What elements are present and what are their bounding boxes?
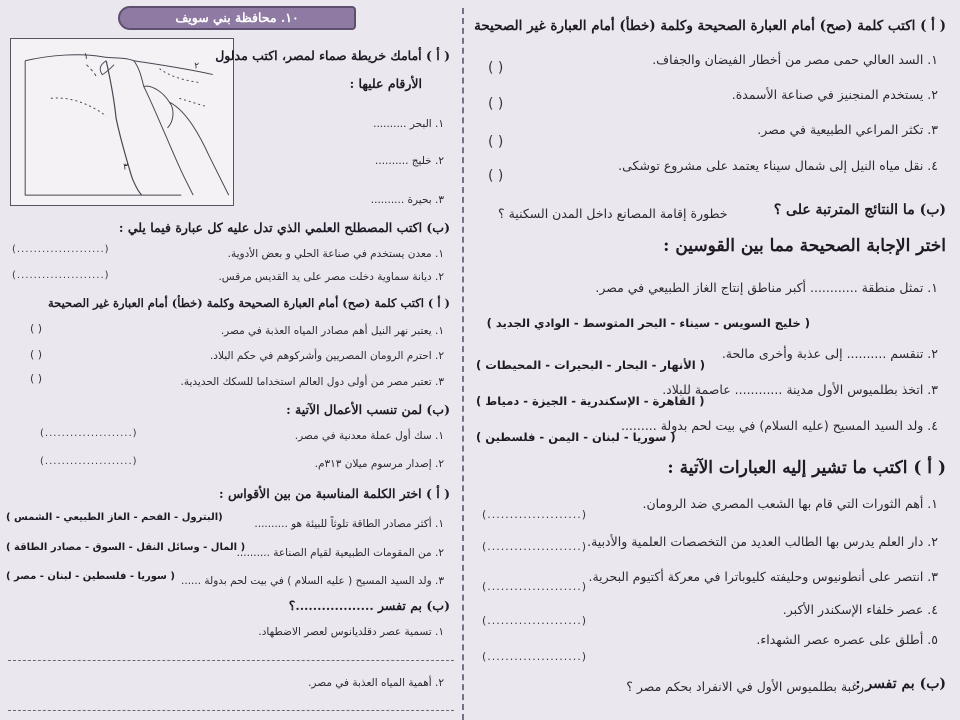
right-s1-item-1: ١. السد العالي حمى مصر من أخطار الفيضان والجفاف.	[652, 52, 938, 67]
left-s4-item-1: ١. سك أول عملة معدنية في مصر.	[294, 430, 444, 442]
right-s5-text: رغبة بطلميوس الأول في الانفراد بحكم مصر ؟	[626, 679, 864, 694]
right-s1-item-4: ٤. نقل مياه النيل إلى شمال سيناء يعتمد على مشروع توشكى.	[618, 158, 938, 173]
left-s4-answer-2[interactable]: (.....................)	[40, 456, 138, 467]
left-s5-item-2: ٢. من المقومات الطبيعية لقيام الصناعة ..........	[236, 547, 444, 559]
province-tab	[118, 6, 356, 30]
right-s4-item-5: ٥. أطلق على عصره عصر الشهداء.	[756, 632, 938, 647]
right-s4-answer-3[interactable]: (.....................)	[482, 580, 588, 593]
right-s4-item-2: ٢. دار العلم يدرس بها الطالب العديد من التخصصات العلمية والأدبية.	[587, 534, 938, 549]
left-s2-item-2: ٢. ديانة سماوية دخلت مصر على يد القديس مرقس.	[218, 271, 444, 283]
left-s1-title-2: الأرقام عليها :	[349, 76, 422, 91]
left-s4-title: (ب) لمن تنسب الأعمال الآتية :	[286, 402, 450, 417]
map-number-1: ١	[83, 51, 89, 62]
left-s2-item-1: ١. معدن يستخدم في صناعة الحلي و بعض الأدوية.	[227, 248, 444, 260]
right-s1-item-3: ٣. تكثر المراعي الطبيعية في مصر.	[757, 122, 938, 137]
left-s2-answer-1[interactable]: (.....................)	[12, 244, 110, 255]
left-s6-item-2: ٢. أهمية المياه العذبة في مصر.	[308, 677, 444, 689]
right-s4-item-4: ٤. عصر خلفاء الإسكندر الأكبر.	[782, 602, 938, 617]
map-number-3: ٣	[123, 162, 128, 173]
left-s4-answer-1[interactable]: (.....................)	[40, 428, 138, 439]
left-s2-title: (ب) اكتب المصطلح العلمي الذي تدل عليه كل عبارة فيما يلي :	[118, 220, 450, 235]
right-s3-choices-3: ( القاهرة - الإسكندرية - الجيزة - دمياط )	[476, 394, 705, 408]
right-s3-item-3: ٣. اتخذ بطلميوس الأول مدينة ............ عاصمة للبلاد.	[662, 382, 938, 397]
left-s6-item-1: ١. تسمية عصر دقلديانوس لعصر الاضطهاد.	[258, 626, 444, 638]
left-s3-answer-3[interactable]: ( )	[30, 372, 43, 385]
right-s1-item-2: ٢. يستخدم المنجنيز في صناعة الأسمدة.	[731, 87, 938, 102]
right-s4-answer-4[interactable]: (.....................)	[482, 614, 588, 627]
left-s5-choices-3: ( سوريا - فلسطين - لبنان - مصر )	[6, 571, 175, 582]
left-s3-item-3: ٣. تعتبر مصر من أولى دول العالم استخداما للسكك الحديدية.	[180, 376, 444, 388]
right-s3-item-2: ٢. تنقسم .......... إلى عذبة وأخرى مالحة.	[721, 346, 938, 361]
right-s3-choices-4: ( سوريا - لبنان - اليمن - فلسطين )	[476, 430, 676, 444]
right-s1-answer-3[interactable]: ( )	[488, 134, 504, 150]
right-s2-text: خطورة إقامة المصانع داخل المدن السكنية ؟	[498, 206, 728, 221]
right-s4-title: ( أ ) اكتب ما تشير إليه العبارات الآتية :	[667, 458, 946, 478]
right-s3-item-1: ١. تمثل منطقة ............ أكبر مناطق إنتاج الغاز الطبيعي في مصر.	[595, 280, 938, 295]
left-s3-item-1: ١. يعتبر نهر النيل أهم مصادر المياه العذبة في مصر.	[220, 325, 444, 337]
left-s1-item-1: ١. البحر ..........	[373, 118, 444, 130]
left-s3-title: ( أ ) اكتب كلمة (صح) أمام العبارة الصحيحة وكلمة (خطأ) أمام العبارة غير الصحيحة	[47, 296, 450, 310]
left-s5-choices-1: (البترول - الفحم - الغاز الطبيعي - الشمس )	[6, 512, 223, 523]
left-s5-item-1: ١. أكثر مصادر الطاقة تلوثاً للبيئة هو ..........	[254, 518, 444, 530]
right-s1-answer-1[interactable]: ( )	[488, 60, 504, 76]
left-s6-title: (ب) بم تفسر ..................؟	[288, 598, 450, 613]
province-label: ١٠. محافظة بني سويف	[175, 10, 299, 25]
left-s4-item-2: ٢. إصدار مرسوم ميلان ٣١٣م.	[314, 458, 444, 470]
map-graphic	[11, 39, 233, 205]
left-s3-answer-1[interactable]: ( )	[30, 322, 43, 335]
right-s1-answer-2[interactable]: ( )	[488, 96, 504, 112]
left-s2-answer-2[interactable]: (.....................)	[12, 270, 110, 281]
left-s1-item-2: ٢. خليج ..........	[375, 155, 444, 167]
right-s4-item-1: ١. أهم الثورات التي قام بها الشعب المصري ضد الرومان.	[642, 496, 938, 511]
right-s4-answer-5[interactable]: (.....................)	[482, 650, 588, 663]
egypt-blank-map	[10, 38, 234, 206]
left-s1-title: ( أ ) أمامك خريطة صماء لمصر، اكتب مدلول	[215, 48, 450, 63]
right-s5-title: (ب) بم تفسر :	[855, 676, 946, 692]
right-s3-choices-1: ( خليج السويس - سيناء - البحر المتوسط - الوادي الجديد )	[486, 316, 810, 330]
right-s1-answer-4[interactable]: ( )	[488, 168, 504, 184]
column-divider	[462, 8, 464, 720]
left-s3-item-2: ٢. احترم الرومان المصريين وأشركوهم في حكم البلاد.	[209, 350, 444, 362]
left-s5-choices-2: ( المال - وسائل النقل - السوق - مصادر الطاقة )	[6, 542, 246, 553]
right-s4-answer-1[interactable]: (.....................)	[482, 508, 588, 521]
left-s3-answer-2[interactable]: ( )	[30, 348, 43, 361]
right-s4-answer-2[interactable]: (.....................)	[482, 540, 588, 553]
left-s6-answer-line-1[interactable]	[8, 660, 454, 661]
left-s5-title: ( أ ) اختر الكلمة المناسبة من بين الأقواس :	[219, 486, 450, 501]
map-number-2: ٢	[194, 61, 200, 72]
right-s3-item-4: ٤. ولد السيد المسيح (عليه السلام) في بيت لحم بدولة .........	[620, 418, 938, 433]
right-s3-choices-2: ( الأنهار - البحار - البحيرات - المحيطات )	[476, 358, 706, 372]
right-s4-item-3: ٣. انتصر على أنطونيوس وحليفته كليوباترا في معركة أكتيوم البحرية.	[588, 569, 938, 584]
right-s3-title: اختر الإجابة الصحيحة مما بين القوسين :	[663, 236, 946, 256]
left-s5-item-3: ٣. ولد السيد المسيح ( عليه السلام ) في بيت لحم بدولة ......	[181, 575, 444, 587]
right-s1-title: ( أ ) اكتب كلمة (صح) أمام العبارة الصحيحة وكلمة (خطأ) أمام العبارة غير الصحيحة	[474, 18, 946, 34]
right-s2-title: (ب) ما النتائج المترتبة على ؟	[773, 202, 946, 218]
left-s6-answer-line-2[interactable]	[8, 710, 454, 711]
left-s1-item-3: ٣. بحيرة ..........	[370, 194, 444, 206]
